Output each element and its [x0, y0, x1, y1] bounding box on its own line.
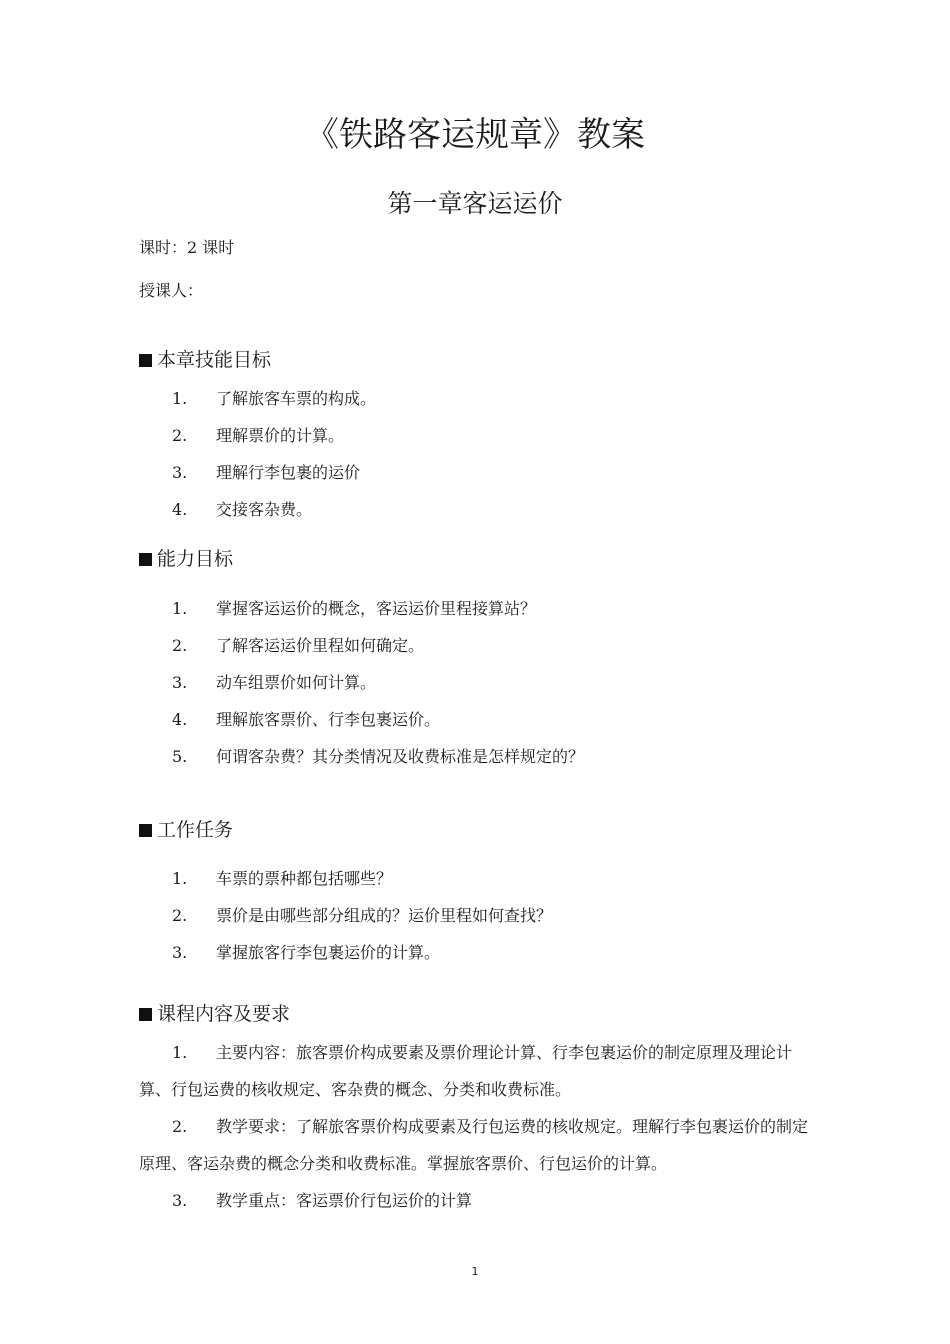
list-item: 3. 动车组票价如何计算。	[172, 673, 377, 692]
document-title: 《铁路客运规章》教案	[305, 115, 645, 155]
list-item: 3. 理解行李包裹的运价	[172, 463, 361, 482]
page-number: 1	[471, 1265, 479, 1278]
list-item: 2. 理解票价的计算。	[172, 426, 345, 445]
square-bullet-icon	[139, 824, 152, 837]
list-item: 1. 车票的票种都包括哪些？	[172, 869, 393, 888]
chapter-title: 第一章客运运价	[387, 189, 563, 218]
section-heading-content: 课程内容及要求	[139, 1001, 290, 1027]
class-hours: 课时：2 课时	[139, 238, 235, 257]
list-item: 1. 掌握客运运价的概念，客运运价里程接算站？	[172, 599, 537, 618]
list-item: 4. 交接客杂费。	[172, 500, 313, 519]
list-item: 4. 理解旅客票价、行李包裹运价。	[172, 710, 441, 729]
square-bullet-icon	[139, 553, 152, 566]
content-paragraph: 2. 教学要求：了解旅客票价构成要素及行包运费的核收规定。理解行李包裹运价的制定原理、客运杂费的概念分类和收费标准。掌握旅客票价、行包运价的计算。	[139, 1117, 809, 1173]
list-item: 2. 了解客运运价里程如何确定。	[172, 636, 425, 655]
square-bullet-icon	[139, 354, 152, 367]
section-heading-ability: 能力目标	[139, 546, 233, 572]
content-paragraph: 3. 教学重点：客运票价行包运价的计算	[172, 1191, 473, 1210]
section-heading-tasks: 工作任务	[139, 817, 233, 843]
list-item: 2. 票价是由哪些部分组成的？运价里程如何查找？	[172, 906, 553, 925]
teacher-label: 授课人：	[139, 281, 204, 300]
list-item: 1. 了解旅客车票的构成。	[172, 389, 377, 408]
section-heading-skills: 本章技能目标	[139, 347, 271, 373]
square-bullet-icon	[139, 1008, 152, 1021]
list-item: 5. 何谓客杂费？其分类情况及收费标准是怎样规定的？	[172, 747, 585, 766]
list-item: 3. 掌握旅客行李包裹运价的计算。	[172, 943, 441, 962]
content-paragraph: 1. 主要内容：旅客票价构成要素及票价理论计算、行李包裹运价的制定原理及理论计算、行包运费的核收规定、客杂费的概念、分类和收费标准。	[139, 1043, 793, 1099]
